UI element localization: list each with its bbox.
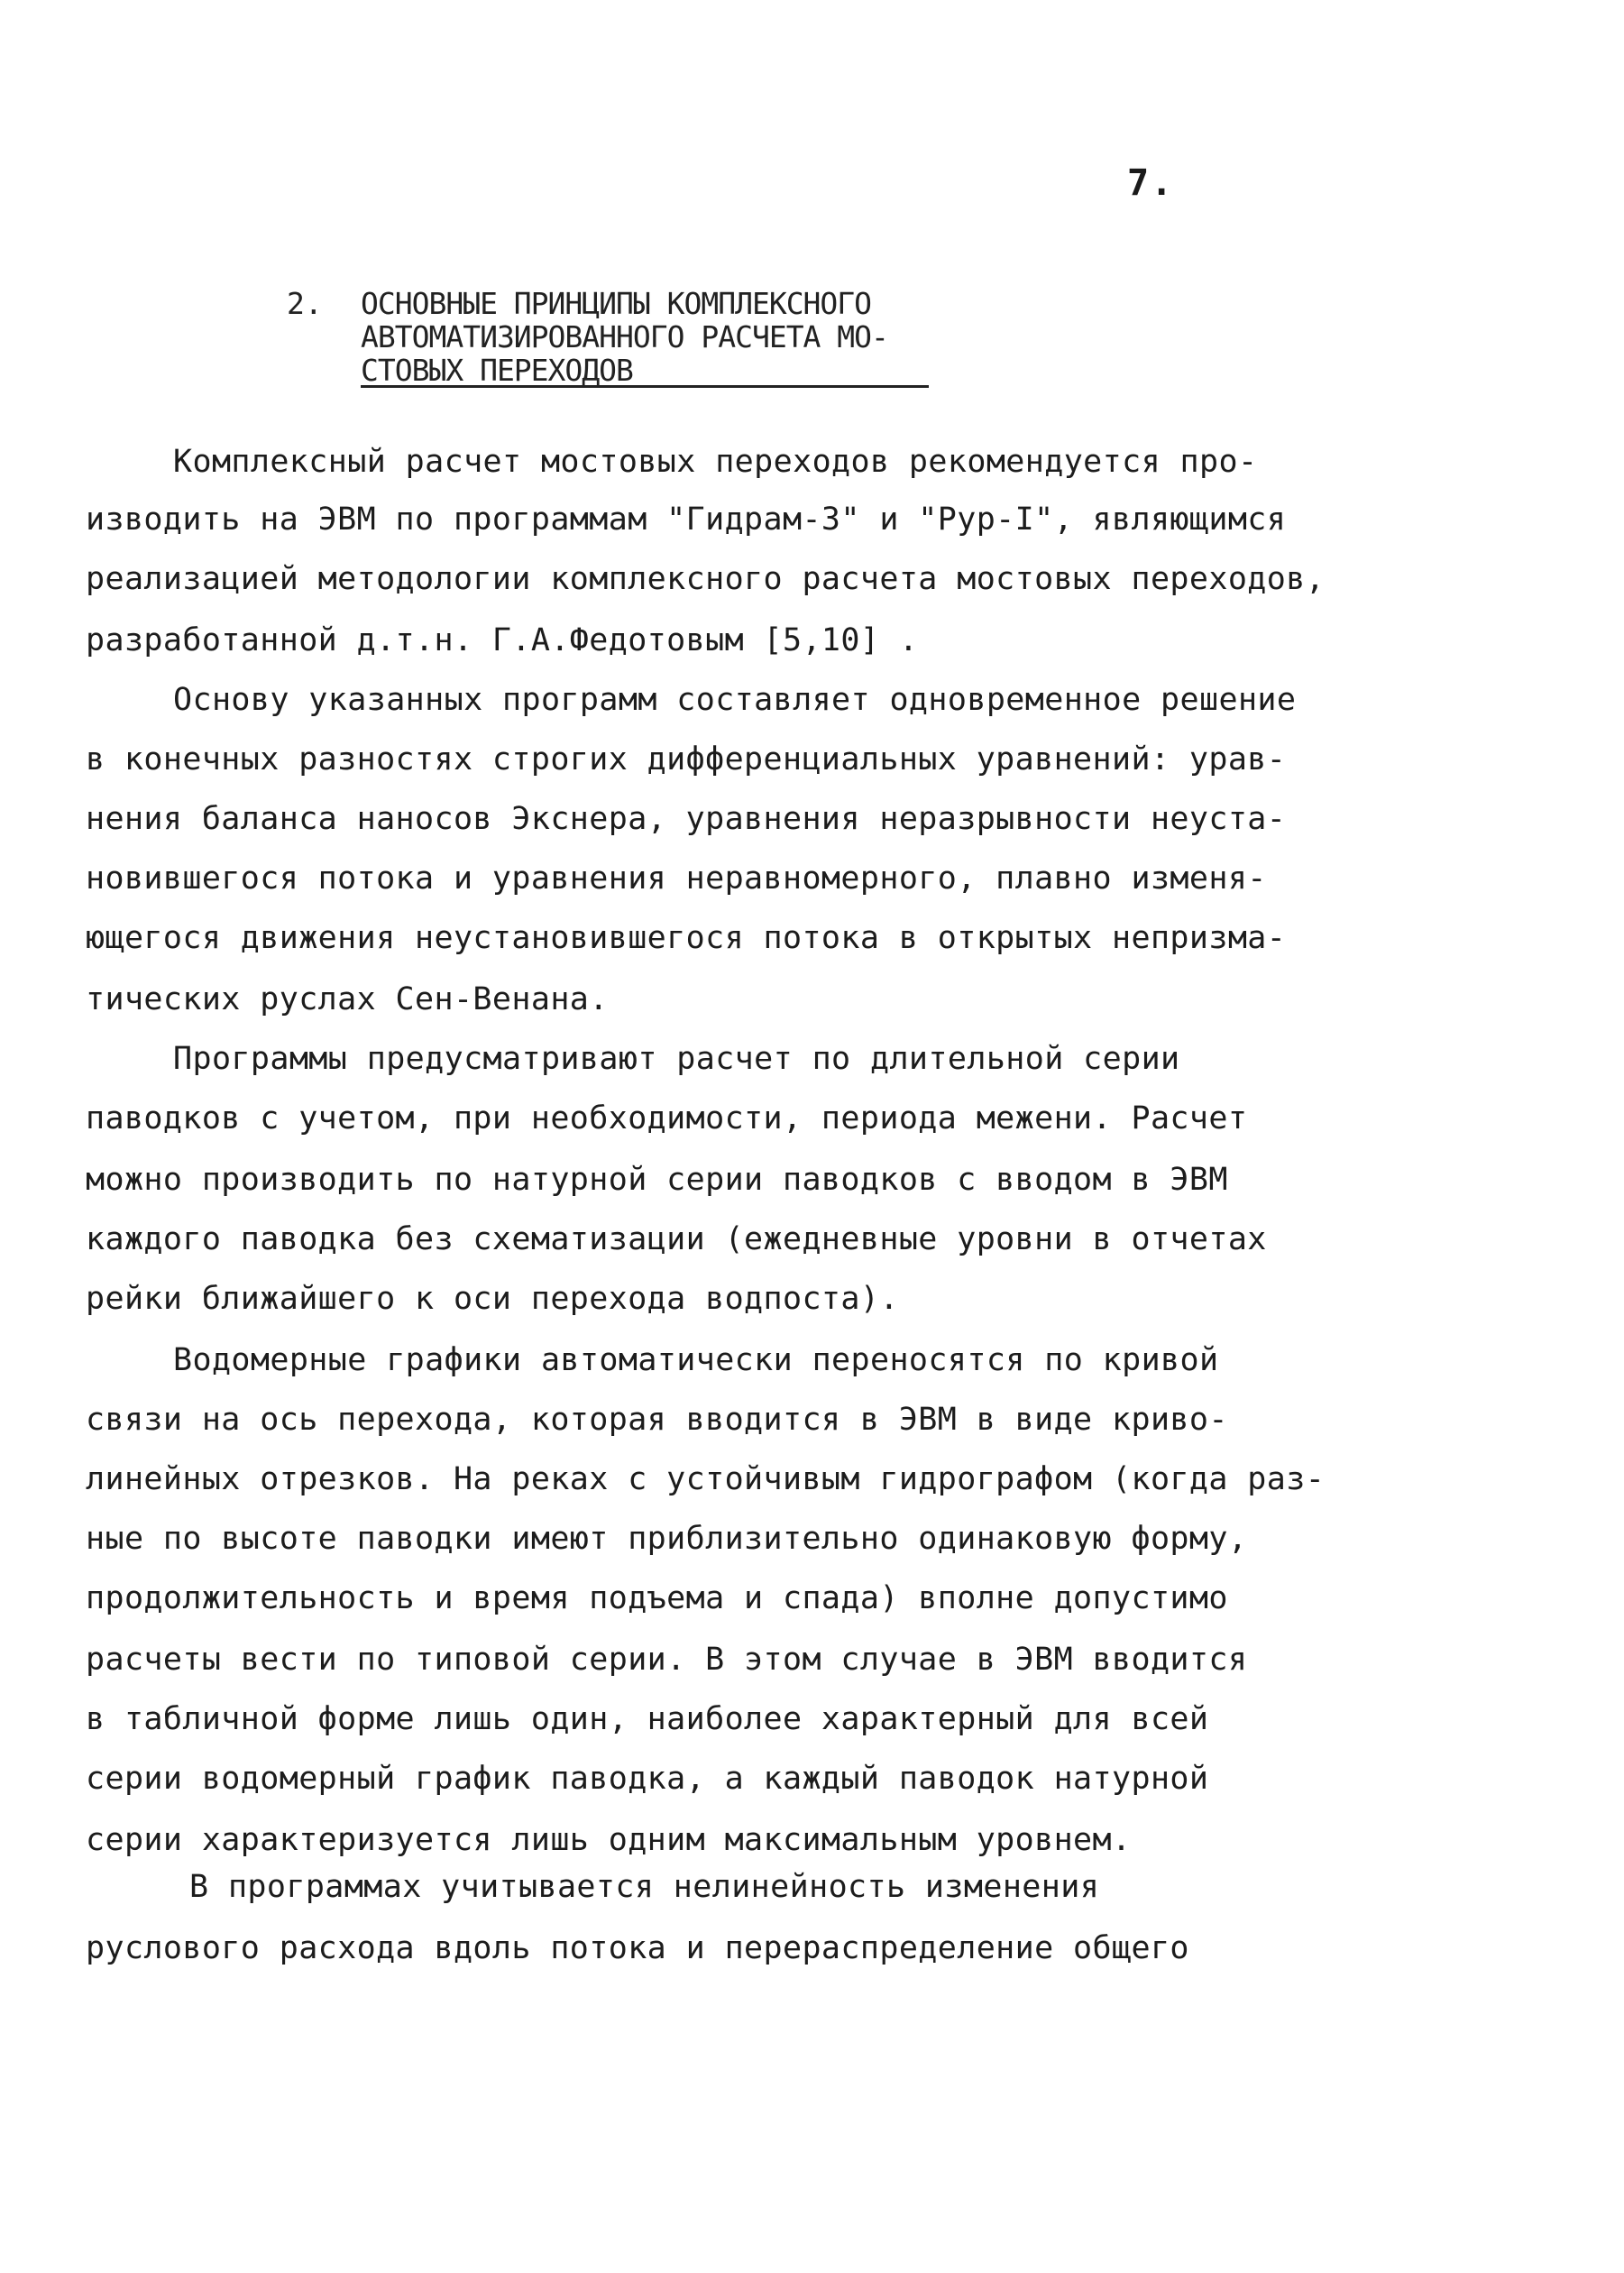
text-line: расчеты вести по типовой серии. В этом случае в ЭВМ вводится — [86, 1642, 1248, 1678]
text-line: тических руслах Сен-Венана. — [86, 981, 609, 1017]
text-line: Комплексный расчет мостовых переходов рекомендуется про- — [173, 444, 1258, 480]
text-line: Программы предусматривают расчет по длительной серии — [173, 1041, 1180, 1077]
text-line: связи на ось перехода, которая вводится в ЭВМ в виде криво- — [86, 1402, 1228, 1438]
section-title-line: СТОВЫХ ПЕРЕХОДОВ — [361, 356, 929, 388]
text-line: паводков с учетом, при необходимости, периода межени. Расчет — [86, 1100, 1248, 1136]
text-line: В программах учитывается нелинейность изменения — [189, 1869, 1100, 1905]
text-line: ющегося движения неустановившегося потока в открытых непризма- — [86, 920, 1287, 956]
text-line: ные по высоте паводки имеют приблизительно одинаковую форму, — [86, 1521, 1248, 1557]
text-line: серии водомерный график паводка, а каждый паводок натурной — [86, 1761, 1209, 1797]
section-title-line: АВТОМАТИЗИРОВАННОГО РАСЧЕТА МО- — [361, 319, 888, 354]
page-number: 7. — [1127, 162, 1175, 204]
section-title-line: ОСНОВНЫЕ ПРИНЦИПЫ КОМПЛЕКСНОГО — [361, 286, 872, 321]
text-line: изводить на ЭВМ по программам "Гидрам-3" и "Рур-I", являющимся — [86, 502, 1287, 538]
section-number: 2. — [287, 286, 323, 321]
text-line: в табличной форме лишь один, наиболее характерный для всей — [86, 1701, 1209, 1737]
text-line: новившегося потока и уравнения неравномерного, плавно изменя- — [86, 860, 1267, 897]
text-line: продолжительность и время подъема и спада) вполне допустимо — [86, 1580, 1228, 1616]
text-line: руслового расхода вдоль потока и перераспределение общего — [86, 1930, 1189, 1966]
text-line: в конечных разностях строгих дифференциальных уравнений: урав- — [86, 741, 1287, 778]
text-line: можно производить по натурной серии паводков с вводом в ЭВМ — [86, 1162, 1228, 1198]
section-title — [361, 287, 929, 388]
text-line: рейки ближайшего к оси перехода водпоста). — [86, 1281, 899, 1317]
text-line: серии характеризуется лишь одним максимальным уровнем. — [86, 1822, 1132, 1858]
text-line: Основу указанных программ составляет одновременное решение — [173, 682, 1297, 718]
text-line: каждого паводка без схематизации (ежедневные уровни в отчетах — [86, 1221, 1267, 1257]
text-line: разработанной д.т.н. Г.А.Федотовым [5,10] . — [86, 622, 919, 658]
text-line: линейных отрезков. На реках с устойчивым гидрографом (когда раз- — [86, 1461, 1326, 1497]
text-line: реализацией методологии комплексного расчета мостовых переходов, — [86, 561, 1326, 597]
text-line: Водомерные графики автоматически переносятся по кривой — [173, 1342, 1219, 1378]
text-line: нения баланса наносов Экснера, уравнения неразрывности неуста- — [86, 801, 1287, 837]
